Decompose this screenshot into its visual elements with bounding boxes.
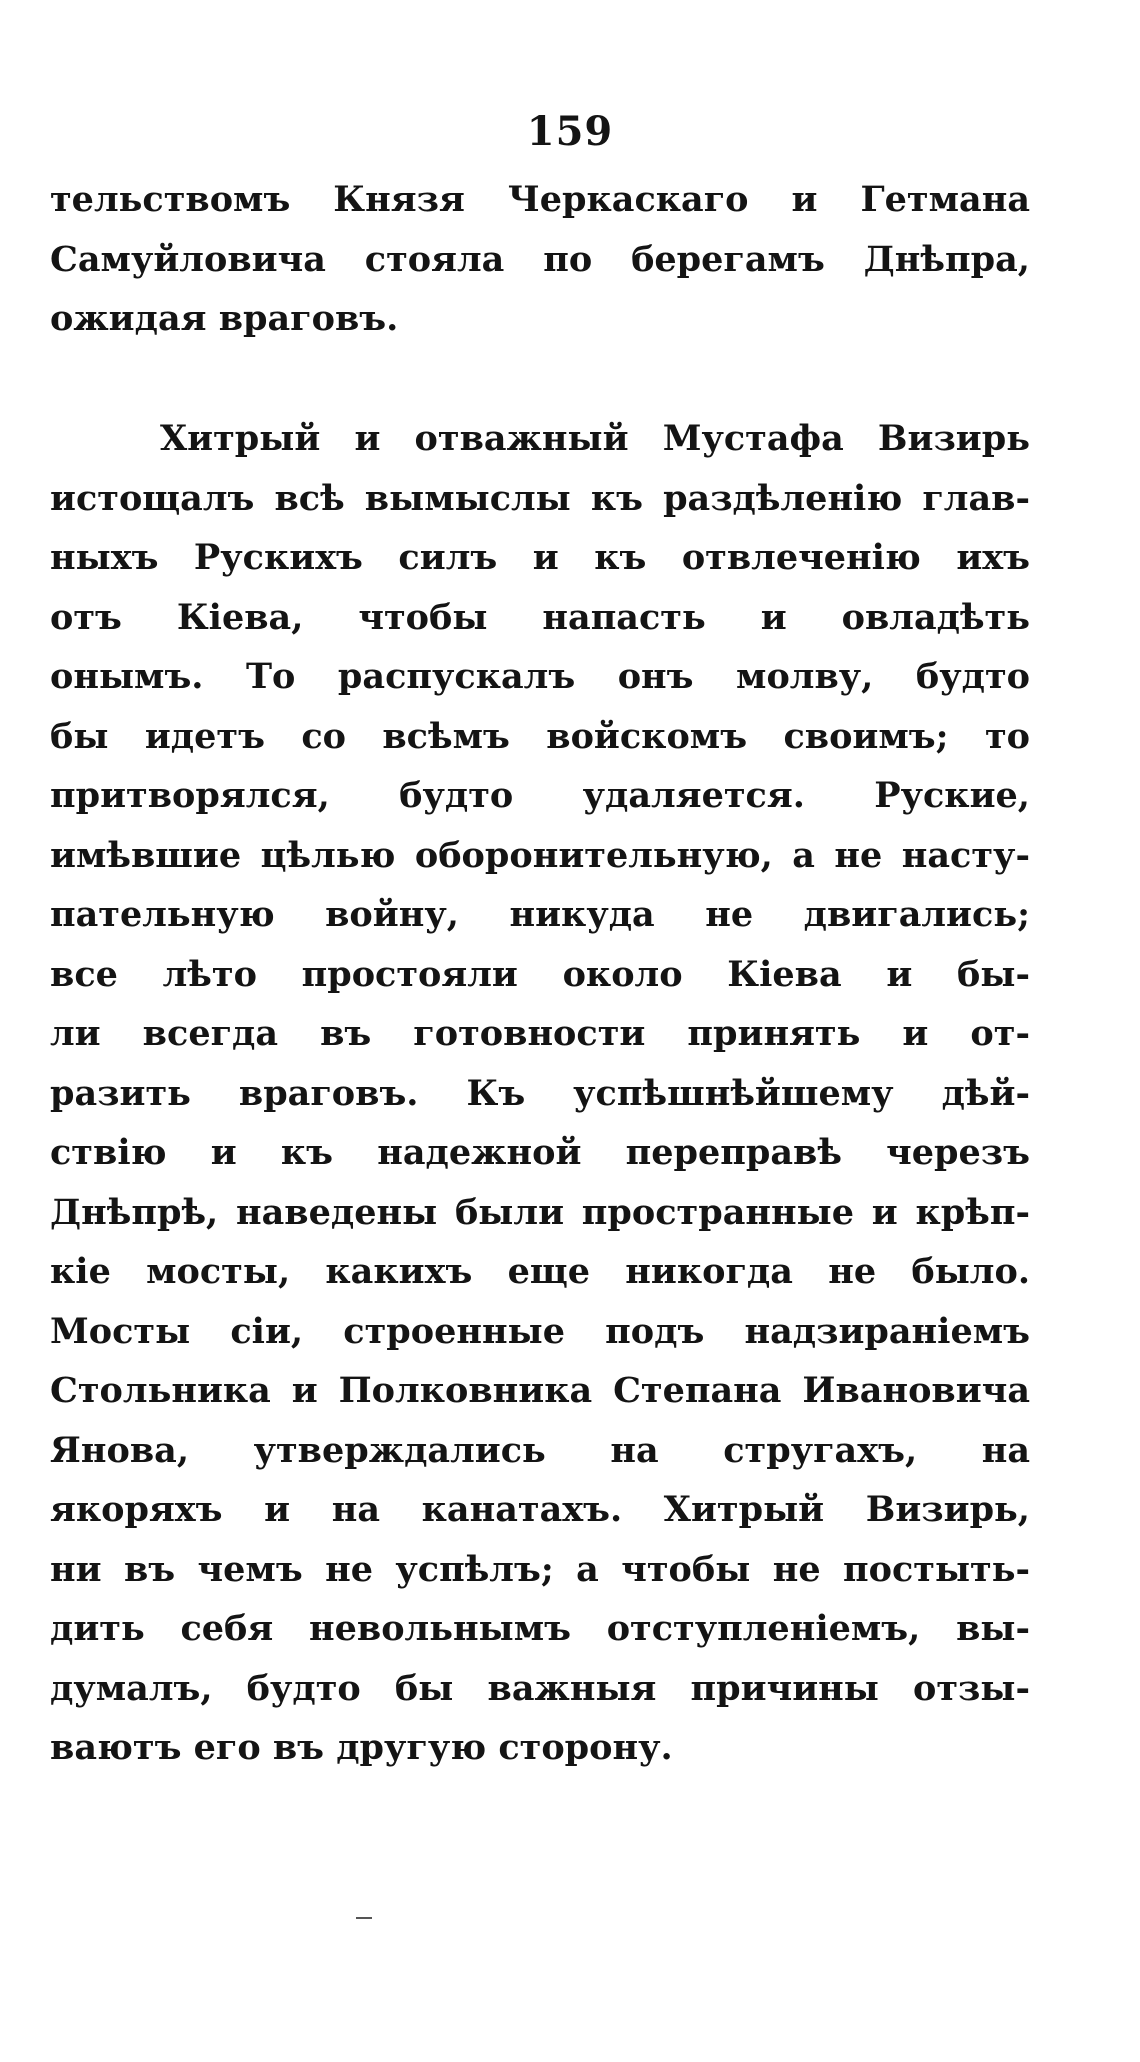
text-line: ныхъ Рускихъ силъ и къ отвлеченію ихъ — [50, 537, 1030, 578]
text-line: пательную войну, никуда не двигались; — [50, 894, 1030, 935]
text-line: притворялся, будто удаляется. Руские, — [50, 775, 1030, 816]
page-number: 159 — [526, 108, 614, 155]
text-line: разить враговъ. Къ успѣшнѣйшему дѣй- — [50, 1072, 1030, 1114]
print-speck — [356, 1917, 372, 1919]
text-line: тельствомъ Князя Черкаскаго и Гетмана — [50, 179, 1030, 220]
text-line: ни въ чемъ не успѣлъ; а чтобы не постыть- — [50, 1548, 1030, 1590]
text-line: ствію и къ надежной переправѣ черезъ — [50, 1132, 1030, 1173]
text-line: все лѣто простояли около Кіева и бы- — [50, 953, 1030, 995]
paragraph-main — [50, 409, 1030, 1778]
text-line: Янова, утверждались на стругахъ, на — [50, 1429, 1030, 1471]
text-line: Стольника и Полковника Степана Ивановича — [50, 1370, 1030, 1411]
text-line: дить себя невольнымъ отступленіемъ, вы- — [50, 1608, 1030, 1649]
text-line: имѣвшие цѣлью оборонительную, а не насту- — [50, 834, 1030, 876]
text-line: Днѣпрѣ, наведены были пространные и крѣп- — [50, 1191, 1030, 1233]
text-line: ли всегда въ готовности принять и от- — [50, 1013, 1030, 1054]
text-line: ожидая враговъ. — [50, 298, 399, 339]
text-line: Хитрый и отважный Мустафа Визирь — [160, 418, 1030, 459]
text-line: кіе мосты, какихъ еще никогда не было. — [50, 1251, 1030, 1292]
text-line: Мосты сіи, строенные подъ надзираніемъ — [50, 1310, 1030, 1352]
text-line: онымъ. То распускалъ онъ молву, будто — [50, 656, 1030, 697]
text-line: якоряхъ и на канатахъ. Хитрый Визирь, — [50, 1489, 1030, 1530]
text-line: думалъ, будто бы важныя причины отзы- — [50, 1667, 1030, 1709]
text-line: истощалъ всѣ вымыслы къ раздѣленію глав- — [50, 477, 1030, 519]
text-line: Самуйловича стояла по берегамъ Днѣпра, — [50, 238, 1030, 280]
text-line: бы идетъ со всѣмъ войскомъ своимъ; то — [50, 715, 1030, 757]
text-line: ваютъ его въ другую сторону. — [50, 1727, 673, 1768]
text-line: отъ Кіева, чтобы напасть и овладѣть — [50, 596, 1030, 638]
paragraph-continuation — [50, 170, 1030, 349]
